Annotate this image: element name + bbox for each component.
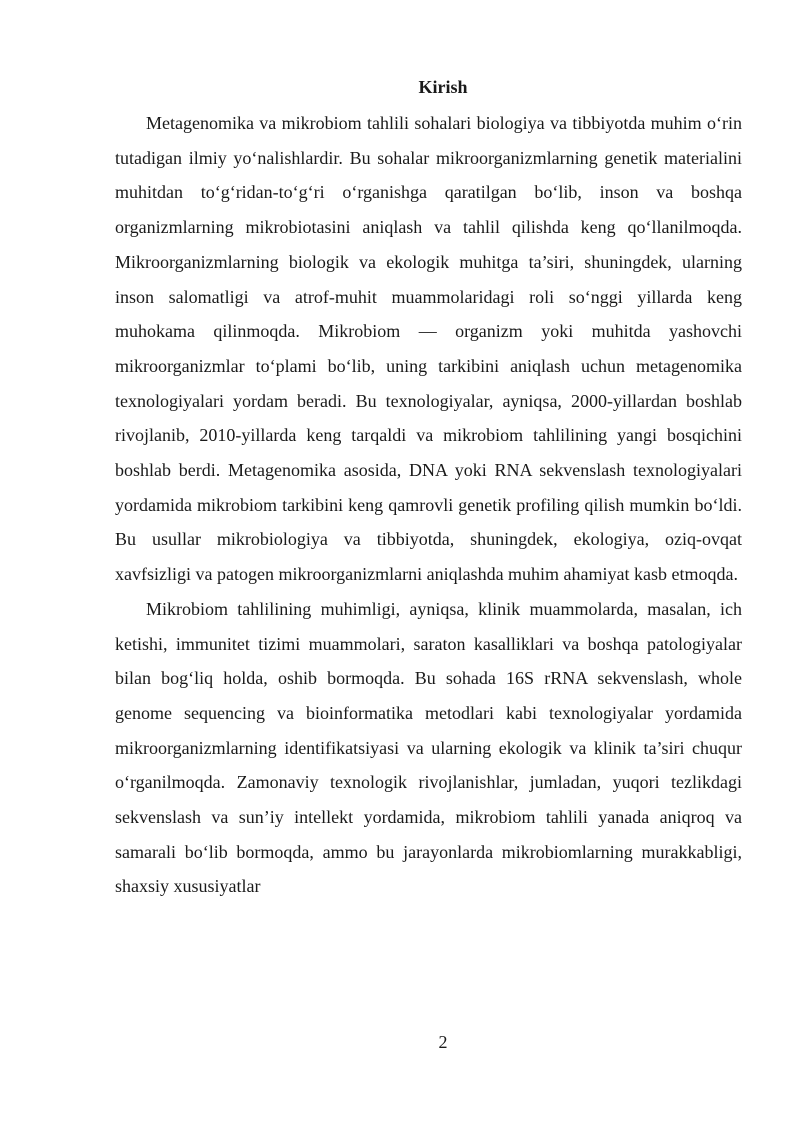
body-text <box>115 106 742 904</box>
section-heading: Kirish <box>418 77 468 97</box>
paragraph-2: Mikrobiom tahlilining muhimligi, ayniqsa, klinik muammolarda, masalan, ich ketishi, immunitet tizimi muammolari, saraton kasalliklari va boshqa patologiyalar bilan bog‘liq holda, oshib bormoqda. Bu sohada 16S rRNA sekvenslash, whole genome sequencing va bioinformatika metodlari kabi texnologiyalar yordamida mikroorganizmlarning identifikatsiyasi va ularning ekologik va klinik ta’siri chuqur o‘rganilmoqda. Zamonaviy texnologik rivojlanishlar, jumladan, yuqori tezlikdagi sekvenslash va sun’iy intellekt yordamida, mikrobiom tahlili yanada aniqroq va samarali bo‘lib bormoqda, ammo bu jarayonlarda mikrobiomlarning murakkabligi, shaxsiy xususiyatlar <box>115 598 742 897</box>
paragraph-1: Metagenomika va mikrobiom tahlili sohalari biologiya va tibbiyotda muhim o‘rin tutadigan ilmiy yo‘nalishlardir. Bu sohalar mikroorganizmlarning genetik materialini muhitdan to‘g‘ridan-to‘g‘ri o‘rganishga qaratilgan bo‘lib, inson va boshqa organizmlarning mikrobiotasini aniqlash va tahlil qilishda keng qo‘llanilmoqda. Mikroorganizmlarning biologik va ekologik muhitga ta’siri, shuningdek, ularning inson salomatligi va atrof-muhit muammolaridagi roli so‘nggi yillarda keng muhokama qilinmoqda. Mikrobiom — organizm yoki muhitda yashovchi mikroorganizmlar to‘plami bo‘lib, uning tarkibini aniqlash uchun metagenomika texnologiyalari yordam beradi. Bu texnologiyalar, ayniqsa, 2000-yillardan boshlab rivojlanib, 2010-yillarda keng tarqaldi va mikrobiom tahlilining yangi bosqichini boshlab berdi. Metagenomika asosida, DNA yoki RNA sekvenslash texnologiyalari yordamida mikrobiom tarkibini keng qamrovli genetik profiling qilish mumkin bo‘ldi. Bu usullar mikrobiologiya va tibbiyotda, shuningdek, ekologiya, oziq-ovqat xavfsizligi va patogen mikroorganizmlarni aniqlashda muhim ahamiyat kasb etmoqda. <box>115 113 742 585</box>
page-number: 2 <box>438 1032 448 1052</box>
